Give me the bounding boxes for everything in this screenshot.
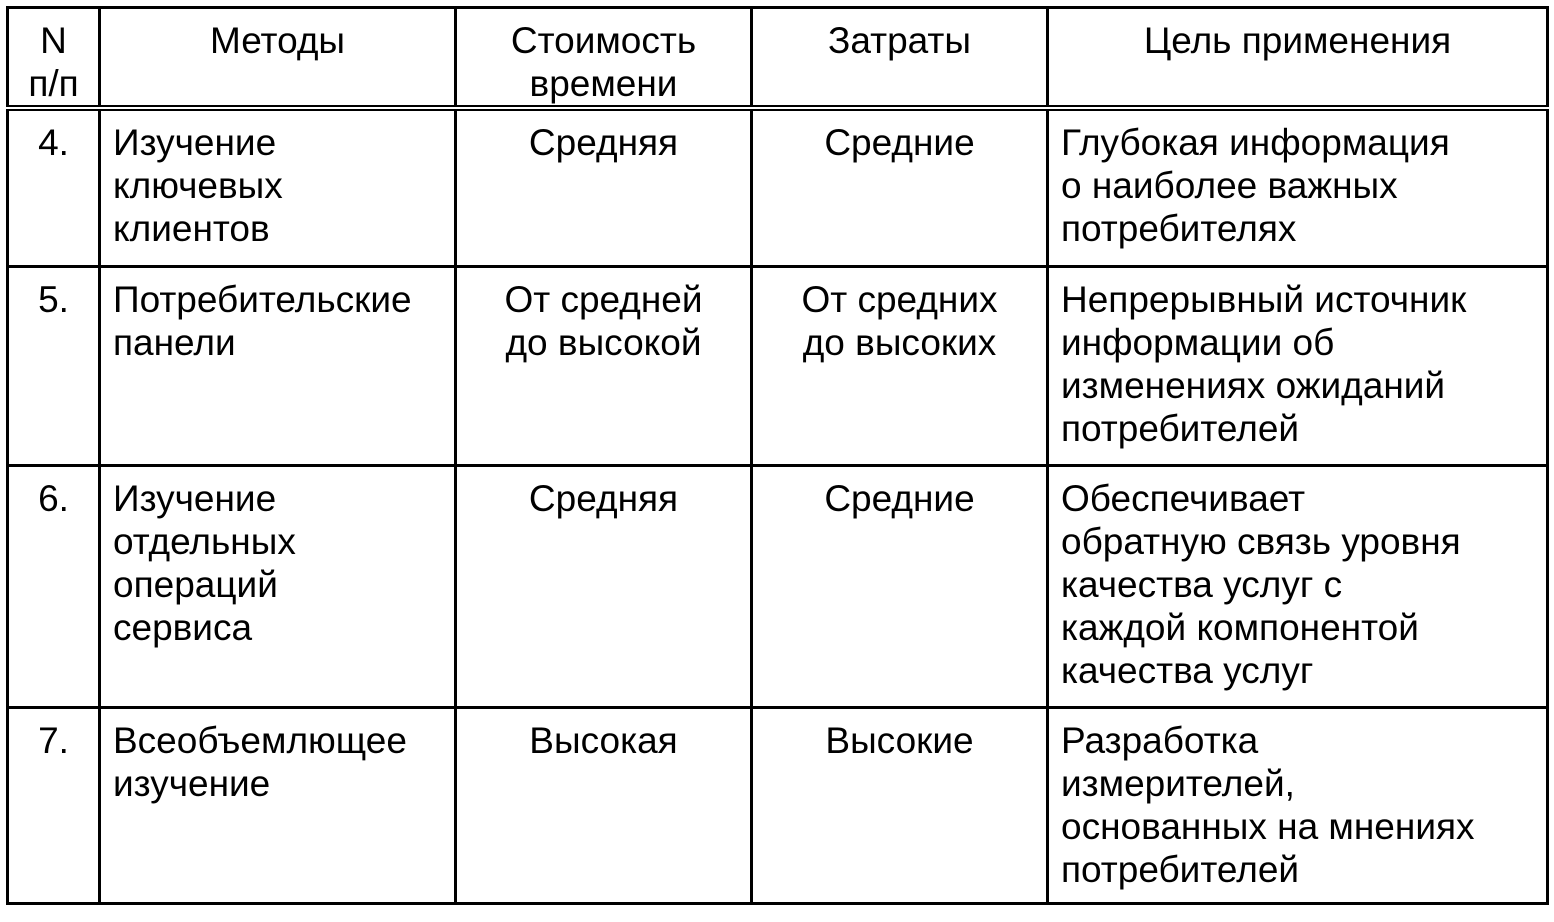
- cell-text: качества услуг с: [1061, 563, 1343, 605]
- table-row: [8, 465, 1548, 707]
- cell-text: операций: [113, 563, 278, 605]
- header-method: [100, 8, 456, 109]
- table-row: [8, 108, 1548, 266]
- cell-text: Средние: [824, 122, 975, 163]
- cell-text: потребителей: [1061, 848, 1300, 890]
- header-goal: [1048, 8, 1548, 109]
- cell-text: 5.: [38, 278, 69, 320]
- cell-text: потребителях: [1061, 208, 1297, 249]
- header-text: N: [40, 20, 67, 61]
- cell-text: до высоких: [802, 321, 997, 363]
- cell-text: обратную связь уровня: [1061, 520, 1461, 562]
- cell-text: Изучение: [113, 122, 277, 163]
- cell-time-cost: [456, 108, 752, 266]
- cell-text: потребителей: [1061, 407, 1300, 449]
- header-text: Стоимость: [510, 20, 697, 61]
- cell-text: 6.: [38, 477, 69, 519]
- cell-expenses: [752, 707, 1048, 903]
- cell-text: Глубокая информация: [1061, 122, 1450, 163]
- cell-method: [100, 108, 456, 266]
- cell-goal: [1048, 707, 1548, 903]
- cell-text: каждой компонентой: [1061, 606, 1419, 648]
- cell-text: Средняя: [528, 477, 679, 519]
- cell-text: Высокие: [825, 719, 974, 761]
- cell-text: Средняя: [528, 122, 679, 163]
- cell-text: Высокая: [529, 719, 678, 761]
- cell-text: отдельных: [113, 520, 296, 562]
- cell-text: измерителей,: [1061, 762, 1295, 804]
- cell-num: [8, 108, 100, 266]
- header-text: Цель применения: [1143, 20, 1452, 61]
- cell-time-cost: [456, 465, 752, 707]
- cell-text: клиентов: [113, 208, 270, 249]
- cell-text: Непрерывный источник: [1061, 278, 1467, 320]
- cell-text: о наиболее важных: [1061, 165, 1398, 206]
- header-text: п/п: [28, 63, 79, 104]
- cell-text: Изучение: [113, 477, 277, 519]
- cell-num: [8, 707, 100, 903]
- header-text: Методы: [209, 20, 346, 61]
- cell-goal: [1048, 108, 1548, 266]
- cell-method: [100, 707, 456, 903]
- cell-method: [100, 465, 456, 707]
- cell-text: Средние: [824, 477, 975, 519]
- cell-expenses: [752, 465, 1048, 707]
- header-text: Затраты: [828, 20, 971, 61]
- cell-text: изменениях ожиданий: [1061, 364, 1446, 406]
- cell-text: Потребительские: [113, 278, 412, 320]
- cell-text: качества услуг: [1061, 649, 1314, 691]
- cell-text: От средних: [801, 278, 998, 320]
- cell-text: основанных на мнениях: [1061, 805, 1475, 847]
- cell-num: [8, 266, 100, 465]
- header-time-cost: [456, 8, 752, 109]
- cell-text: 7.: [38, 719, 69, 761]
- cell-text: до высокой: [505, 321, 702, 363]
- table-row: [8, 266, 1548, 465]
- cell-text: От средней: [504, 278, 703, 320]
- table-row: [8, 707, 1548, 903]
- methods-table: [6, 6, 1549, 905]
- cell-text: панели: [113, 321, 236, 363]
- cell-text: ключевых: [113, 165, 283, 206]
- cell-time-cost: [456, 707, 752, 903]
- cell-text: Обеспечивает: [1061, 477, 1306, 519]
- cell-text: 4.: [38, 122, 69, 163]
- cell-time-cost: [456, 266, 752, 465]
- cell-text: информации об: [1061, 321, 1335, 363]
- header-expenses: [752, 8, 1048, 109]
- cell-text: изучение: [113, 762, 271, 804]
- cell-expenses: [752, 266, 1048, 465]
- cell-text: сервиса: [113, 606, 253, 648]
- table-header-row: [8, 8, 1548, 109]
- header-text: времени: [529, 63, 678, 104]
- header-num: [8, 8, 100, 109]
- cell-expenses: [752, 108, 1048, 266]
- cell-goal: [1048, 266, 1548, 465]
- cell-text: Всеобъемлющее: [113, 719, 407, 761]
- cell-goal: [1048, 465, 1548, 707]
- cell-method: [100, 266, 456, 465]
- cell-num: [8, 465, 100, 707]
- cell-text: Разработка: [1061, 719, 1259, 761]
